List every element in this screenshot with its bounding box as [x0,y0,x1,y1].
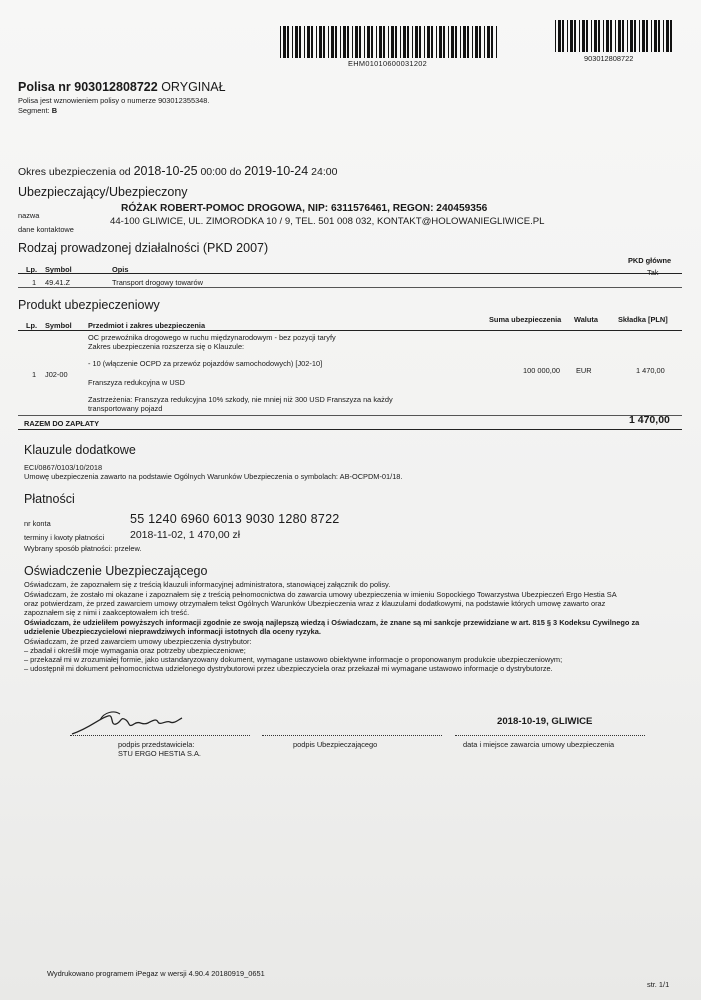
barcode-bar [292,26,293,58]
total-value: 1 470,00 [629,414,670,426]
barcode-bar [343,26,346,58]
barcode-bar [591,20,592,52]
declaration-line-7: Oświadczam, że przed zawarciem umowy ubezpieczenia dystrybutor: [24,637,252,646]
total-label: RAZEM DO ZAPŁATY [24,419,99,428]
activity-row-symbol: 49.41.Z [45,278,71,287]
barcode-bar [570,20,573,52]
account-number: 55 1240 6960 6013 9030 1280 8722 [130,512,340,526]
payment-terms-value: 2018-11-02, 1 470,00 zł [130,529,241,541]
payment-method-value: przelew. [114,544,142,553]
barcode-bar [475,26,478,58]
barcode-bar [295,26,298,58]
barcode-bar [598,20,600,52]
barcode-bar [451,26,454,58]
insured-heading: Ubezpieczający/Ubezpieczony [18,185,188,199]
barcode-bar [319,26,322,58]
barcode-right [555,20,675,52]
barcode-bar [347,26,349,58]
barcode-bar [567,20,568,52]
product-col-sum: Suma ubezpieczenia [489,315,562,324]
activity-col-opis: Opis [112,265,129,274]
date-place-line [455,735,645,736]
product-header-rule [18,330,682,331]
product-row-sum: 100 000,00 [523,366,560,375]
barcode-right-caption: 903012808722 [584,54,634,63]
barcode-bar [383,26,385,58]
declaration-line-8: – zbadał i określił moje wymagania oraz potrzeby ubezpieczeniowe; [24,646,246,655]
barcode-bar [646,20,648,52]
barcode-bar [472,26,473,58]
barcode-bar [371,26,373,58]
renewal-note: Polisa jest wznowieniem polisy o numerze 903012355348. [18,96,210,105]
activity-col-pkd: PKD główne [628,256,672,265]
barcode-bar [487,26,490,58]
activity-row-opis: Transport drogowy towarów [112,278,203,287]
clauses-heading: Klauzule dodatkowe [24,443,136,457]
barcode-bar [424,26,425,58]
barcode-bar [307,26,310,58]
barcode-bar [340,26,341,58]
barcode-bar [618,20,621,52]
product-row-symbol: J02-00 [45,370,68,379]
product-col-symbol: Symbol [45,321,72,330]
barcode-bar [316,26,317,58]
barcode-bar [355,26,358,58]
declaration-line-6: udzielenie Ubezpieczycielowi nieprawdziwych informacji istotnych dla oceny ryzyka. [24,627,321,636]
insured-name-value: RÓŻAK ROBERT-POMOC DROGOWA, NIP: 6311576461, REGON: 240459356 [121,203,488,214]
declaration-line-2: Oświadczam, że zostało mi okazane i zapoznałem się z treścią pełnomocnictwa do zawarcia umowy ubezpieczenia w imieniu Sopockiego Towarzystwa Ubezpieczeń Ergo Hestia SA [24,590,617,599]
period-from-date: 2018-10-25 [133,164,198,178]
insured-contact-value: 44-100 GLIWICE, UL. ZIMORODKA 10 / 9, TEL. 501 008 032, KONTAKT@HOLOWANIEGLIWICE.PL [110,216,545,227]
product-col-lp: Lp. [26,321,38,330]
barcode-bar [622,20,624,52]
barcode-bar [603,20,604,52]
declaration-line-1: Oświadczam, że zapoznałem się z treścią klauzuli informacyjnej administratora, stanowiącej załącznik do polisy. [24,580,391,589]
barcode-bar [558,20,561,52]
activity-header-rule [18,273,682,274]
barcode-bar [335,26,337,58]
barcode-bar [448,26,449,58]
activity-row-rule [18,287,682,288]
product-desc-line2: Zakres ubezpieczenia rozszerza się o Klauzule: [88,342,245,351]
period-to-date: 2019-10-24 [244,164,309,178]
barcode-bar [579,20,580,52]
barcode-bar [479,26,481,58]
activity-row-pkd: Tak [647,268,659,277]
barcode-bar [431,26,433,58]
product-desc-line4: Franszyza redukcyjna w USD [88,378,185,387]
period-to-word: do [229,166,242,178]
barcode-bar [280,26,281,58]
policy-title [18,80,226,94]
footer-program: Wydrukowano programem iPegaz w wersji 4.90.4 20180919_0651 [47,969,265,978]
activity-heading: Rodzaj prowadzonej działalności (PKD 2007) [18,241,269,255]
barcode-bar [376,26,377,58]
period-from-time: 00:00 [200,166,227,178]
barcode-bar [364,26,365,58]
insured-signature-line [262,735,442,736]
insurance-period [18,164,337,178]
barcode-bar [496,26,497,58]
segment-label: Segment: [18,106,50,115]
policy-prefix: Polisa nr [18,80,71,94]
barcode-bar [367,26,370,58]
barcode-bar [455,26,457,58]
barcode-bar [283,26,286,58]
barcode-bar [586,20,588,52]
activity-col-lp: Lp. [26,265,38,274]
clauses-text: Umowę ubezpieczenia zawarto na podstawie Ogólnych Warunków Ubezpieczenia o symbolach: AB-OCPDM-01/18. [24,472,403,481]
barcode-bar [391,26,394,58]
product-col-currency: Waluta [574,315,598,324]
barcode-bar [331,26,334,58]
barcode-bar [467,26,469,58]
barcode-bar [642,20,645,52]
barcode-bar [484,26,485,58]
period-prefix: Okres ubezpieczenia od [18,166,131,178]
barcode-bar [615,20,616,52]
product-row-currency: EUR [576,366,592,375]
barcode-bar [419,26,421,58]
rep-signature-line [70,735,250,736]
barcode-bar [323,26,325,58]
barcode-bar [427,26,430,58]
barcode-bar [460,26,461,58]
insured-signature-label: podpis Ubezpieczającego [293,740,378,749]
product-col-subject: Przedmiot i zakres ubezpieczenia [88,321,206,330]
footer-page-number: str. 1/1 [647,980,670,989]
barcode-bar [400,26,401,58]
barcode-bar [311,26,313,58]
product-desc-line3: - 10 (włączenie OCPD za przewóz pojazdów samochodowych) [J02-10] [88,359,323,368]
policy-status: ORYGINAŁ [161,80,226,94]
declaration-line-4: zapoznałem się z nimi i zaakceptowałem ich treść. [24,608,190,617]
product-desc-line1: OC przewoźnika drogowego w ruchu międzynarodowym - bez pozycji taryfy [88,333,336,342]
barcode-bar [388,26,389,58]
barcode-bar [395,26,397,58]
handwritten-signature [70,708,190,738]
barcode-bar [359,26,361,58]
barcode-bar [663,20,664,52]
barcode-bar [610,20,612,52]
product-desc-line5: Zastrzeżenia: Franszyza redukcyjna 10% szkody, nie mniej niż 300 USD Franszyza na każdy [88,395,393,404]
barcode-bar [627,20,628,52]
insured-name-label: nazwa [18,211,40,220]
insured-contact-label: dane kontaktowe [18,225,74,234]
barcode-bar [666,20,669,52]
barcode-bar [304,26,305,58]
payments-heading: Płatności [24,492,75,506]
barcode-bar [658,20,660,52]
barcode-bar [415,26,418,58]
activity-col-symbol: Symbol [45,265,72,274]
declaration-line-5: Oświadczam, że udzieliłem powyższych informacji zgodnie ze swoją najlepszą wiedzą i Oświadczam, że znane są mi sankcje przewidziane w art. 815 § 3 Kodeksu Cywilnego za [24,618,640,627]
barcode-bar [651,20,652,52]
activity-row-lp: 1 [32,278,37,287]
barcode-bar [582,20,585,52]
barcode-bar [407,26,409,58]
payment-method [24,544,141,553]
barcode-bar [299,26,301,58]
period-to-time: 24:00 [311,166,338,178]
product-row-premium: 1 470,00 [636,366,665,375]
account-label: nr konta [24,519,51,528]
payment-terms-label: terminy i kwoty płatności [24,533,105,542]
barcode-bar [574,20,576,52]
barcode-bar [379,26,382,58]
barcode-bar [443,26,445,58]
segment-line [18,106,57,115]
barcode-bar [562,20,564,52]
declaration-line-3: oraz potwierdzam, że przed zawarciem umowy otrzymałem tekst Ogólnych Warunków Ubezpieczenia wraz z klauzulami dodatkowymi, na podstawie których umowę zawarto oraz [24,599,606,608]
barcode-bar [670,20,672,52]
date-place-label: data i miejsce zawarcia umowy ubezpieczenia [463,740,615,749]
barcode-bar [287,26,289,58]
barcode-left-caption: EHM01010600031202 [348,59,428,68]
barcode-bar [654,20,657,52]
product-row-lp: 1 [32,370,37,379]
barcode-bar [436,26,437,58]
barcode-bar [630,20,633,52]
barcode-bar [412,26,413,58]
barcode-bar [606,20,609,52]
barcode-bar [403,26,406,58]
barcode-bar [634,20,636,52]
barcode-bar [352,26,353,58]
date-place-value: 2018-10-19, GLIWICE [497,716,593,727]
rep-label-2: STU ERGO HESTIA S.A. [118,749,201,758]
barcode-bar [328,26,329,58]
segment-value: B [51,106,58,115]
barcode-bar [439,26,442,58]
product-col-premium: Składka [PLN] [618,315,668,324]
barcode-left [280,26,500,58]
barcode-bar [491,26,493,58]
clauses-code: ECI/0867/0103/10/2018 [24,463,103,472]
barcode-bar [594,20,597,52]
declaration-line-9: – przekazał mi w zrozumiałej formie, jako ustandaryzowany dokument, wymagane ustawowo obiektywne informacje o proponowanym produkcie ubezpieczeniowym; [24,655,563,664]
product-row-rule [18,415,682,416]
policy-number: 903012808722 [74,80,158,94]
barcode-bar [463,26,466,58]
barcode-bar [639,20,640,52]
rep-label-1: podpis przedstawiciela: [118,740,195,749]
payment-method-label: Wybrany sposób płatności: [24,544,113,553]
barcode-bar [555,20,556,52]
product-heading: Produkt ubezpieczeniowy [18,298,160,312]
declaration-heading: Oświadczenie Ubezpieczającego [24,564,208,578]
product-desc-line6: transportowany pojazd [88,404,163,413]
total-rule [18,429,682,430]
declaration-line-10: – udostępnił mi dokument pełnomocnictwa udzielonego dystrybutorowi przez ubezpieczyciela oraz przekazał mi wymagane ustawowo informacje o dystrybutorze. [24,664,553,673]
